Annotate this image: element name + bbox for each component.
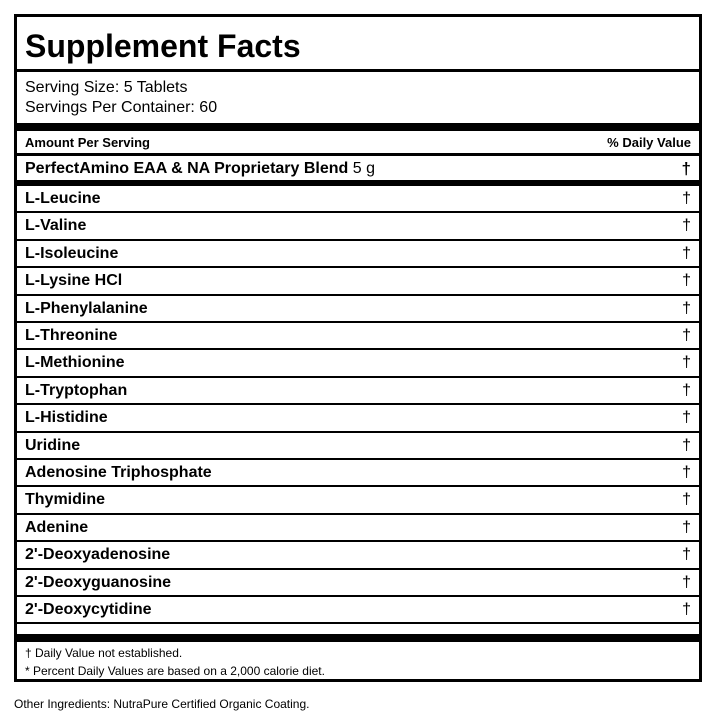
other-ingredients: Other Ingredients: NutraPure Certified Organic Coating. [14,697,310,711]
ingredient-daily-value: † [682,601,691,618]
ingredient-row [17,213,699,240]
panel-title: Supplement Facts [25,28,301,64]
ingredient-name: Thymidine [25,491,106,509]
ingredient-daily-value: † [682,327,691,344]
ingredient-daily-value: † [682,272,691,290]
ingredient-row [17,268,699,295]
ingredient-row [17,378,699,405]
ingredient-row [17,460,699,487]
ingredient-daily-value: † [682,436,691,454]
ingredient-name: 2'-Deoxycytidine [25,601,152,618]
ingredient-name: L-Methionine [25,354,125,372]
ingredient-name: L-Tryptophan [25,381,128,399]
ingredient-row [17,241,699,268]
ingredient-name: L-Lysine HCl [25,272,123,290]
ingredient-row [17,487,699,514]
ingredient-row [17,296,699,323]
ingredient-row [17,597,699,624]
ingredient-name: L-Isoleucine [25,244,119,262]
ingredient-daily-value: † [682,354,691,372]
ingredient-daily-value: † [682,381,691,399]
footnote-dv-not-established: † Daily Value not established. [25,646,183,660]
thick-divider [17,634,699,642]
blend-daily-value: † [681,159,691,178]
footnote-percent-daily-values: * Percent Daily Values are based on a 2,000 calorie diet. [25,664,325,678]
servings-per-container: Servings Per Container: 60 [25,99,218,116]
ingredient-name: L-Threonine [25,327,118,344]
ingredient-row [17,323,699,350]
ingredient-name: L-Valine [25,217,87,235]
blend-amount: 5 g [352,160,376,177]
supplement-facts-panel [14,14,702,682]
ingredient-row [17,433,699,460]
proprietary-blend-row [25,159,375,179]
daily-value-header: % Daily Value [607,135,691,150]
serving-size: Serving Size: 5 Tablets [25,79,188,96]
divider [17,69,699,72]
ingredient-name: L-Histidine [25,409,108,427]
ingredient-row [17,405,699,432]
ingredient-daily-value: † [682,573,691,591]
blend-name: PerfectAmino EAA & NA Proprietary Blend [25,160,349,177]
ingredient-daily-value: † [682,546,691,564]
ingredient-daily-value: † [682,409,691,427]
ingredient-name: Adenosine Triphosphate [25,464,212,481]
ingredient-name: 2'-Deoxyadenosine [25,546,171,564]
ingredient-row [17,570,699,597]
ingredient-daily-value: † [682,464,691,481]
ingredient-name: 2'-Deoxyguanosine [25,573,172,591]
thick-divider [17,123,699,131]
amount-per-serving-header: Amount Per Serving [25,135,150,150]
ingredient-name: Adenine [25,518,89,536]
ingredient-daily-value: † [682,244,691,262]
divider [17,153,699,156]
ingredient-daily-value: † [682,299,691,317]
ingredient-row [17,542,699,569]
ingredient-name: Uridine [25,436,81,454]
ingredient-daily-value: † [682,518,691,536]
ingredient-daily-value: † [682,190,691,207]
ingredient-daily-value: † [682,491,691,509]
ingredient-name: L-Phenylalanine [25,299,148,317]
ingredient-row [17,515,699,542]
ingredient-row [17,186,699,213]
ingredient-name: L-Leucine [25,190,101,207]
ingredient-daily-value: † [682,217,691,235]
ingredient-row [17,350,699,377]
